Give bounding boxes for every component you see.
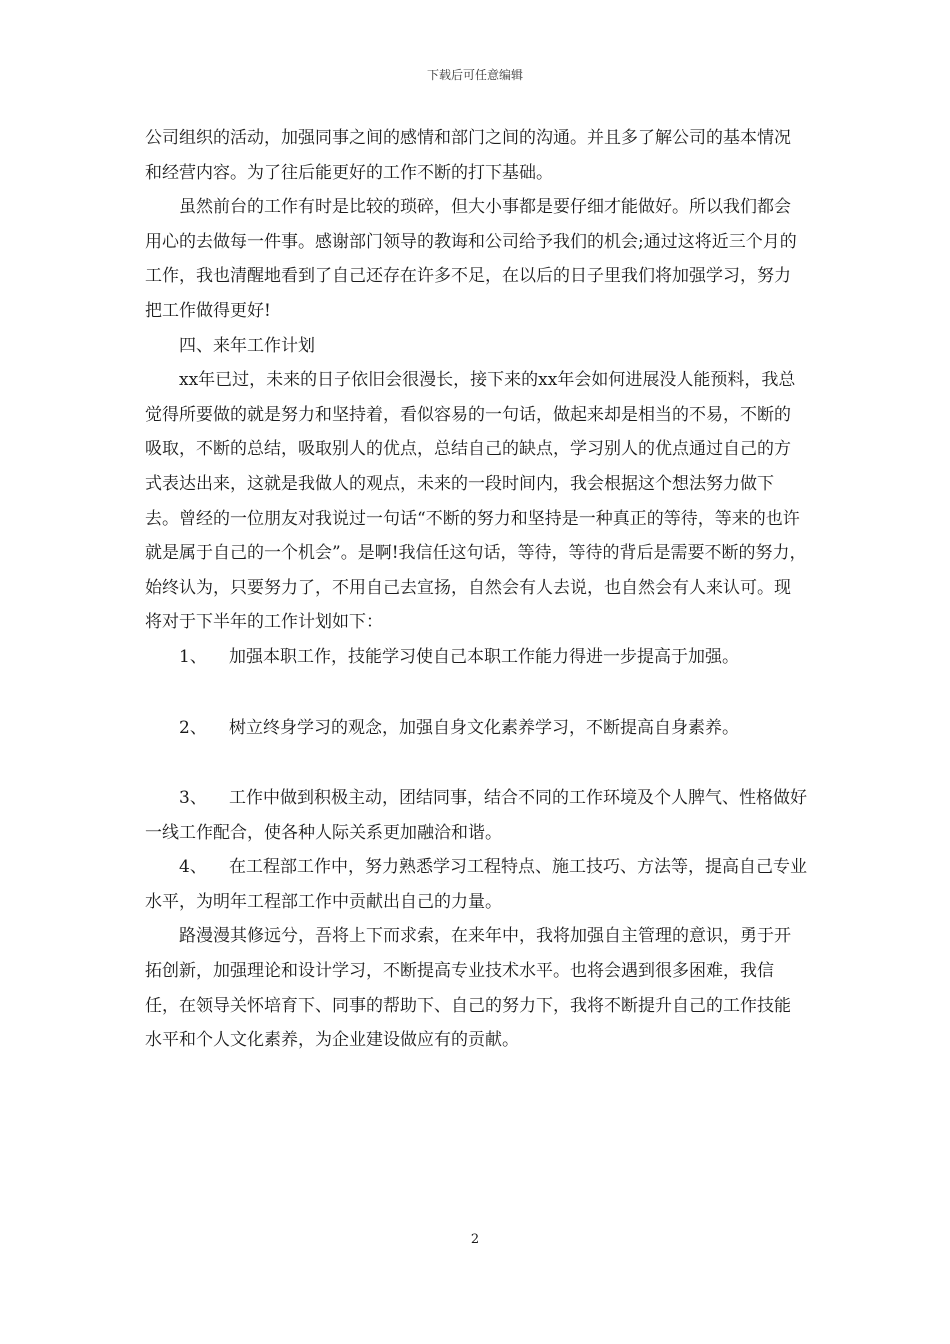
page-number: 2	[470, 1232, 480, 1247]
list-item-number: 4、	[179, 857, 207, 878]
list-item	[145, 850, 807, 919]
paragraph-plan-intro: xx年已过，未来的日子依旧会很漫长，接下来的xx年会如何进展没人能预料，我总觉得所要做的就是努力和坚持着，看似容易的一句话，做起来却是相当的不易，不断的吸取，不断的总结，吸取别人的优点，总结自己的缺点，学习别人的优点通过自己的方式表达出来，这就是我做人的观点，未来的一段时间内，我会根据这个想法努力做下去。曾经的一位朋友对我说过一句话“不断的努力和坚持是一种真正的等待，等来的也许就是属于自己的一个机会”。是啊!我信任这句话，等待，等待的背后是需要不断的努力，始终认为，只要努力了，不用自己去宣扬，自然会有人去说，也自然会有人来认可。现将对于下半年的工作计划如下：	[145, 370, 807, 633]
list-item	[145, 711, 807, 746]
page-header: 下载后可任意编辑	[426, 68, 523, 82]
document-body	[145, 121, 807, 1058]
list-item-number: 3、	[179, 788, 207, 809]
list-item-text: 在工程部工作中，努力熟悉学习工程特点、施工技巧、方法等，提高自己专业水平，为明年工程部工作中贡献出自己的力量。	[145, 857, 807, 912]
list-item-text: 树立终身学习的观念，加强自身文化素养学习，不断提高自身素养。	[229, 717, 739, 738]
list-item-number: 1、	[179, 646, 207, 667]
paragraph-continuation: 公司组织的活动，加强同事之间的感情和部门之间的沟通。并且多了解公司的基本情况和经营内容。为了往后能更好的工作不断的打下基础。	[145, 128, 791, 183]
list-item-text: 工作中做到积极主动，团结同事，结合不同的工作环境及个人脾气、性格做好一线工作配合，使各种人际关系更加融洽和谐。	[145, 788, 807, 843]
list-item-text: 加强本职工作，技能学习使自己本职工作能力得进一步提高于加强。	[229, 646, 739, 667]
section-heading: 四、来年工作计划	[179, 335, 315, 356]
paragraph-closing: 路漫漫其修远兮，吾将上下而求索，在来年中，我将加强自主管理的意识，勇于开拓创新，加强理论和设计学习，不断提高专业技术水平。也将会遇到很多困难，我信任，在领导关怀培育下、同事的帮助下、自己的努力下，我将不断提升自己的工作技能水平和个人文化素养，为企业建设做应有的贡献。	[145, 926, 791, 1051]
list-item	[145, 781, 807, 850]
paragraph-front-desk: 虽然前台的工作有时是比较的琐碎，但大小事都是要仔细才能做好。所以我们都会用心的去做每一件事。感谢部门领导的教诲和公司给予我们的机会;通过这将近三个月的工作，我也清醒地看到了自己还存在许多不足，在以后的日子里我们将加强学习，努力把工作做得更好!	[145, 197, 797, 321]
list-item-number: 2、	[179, 717, 207, 738]
list-item	[145, 640, 807, 675]
